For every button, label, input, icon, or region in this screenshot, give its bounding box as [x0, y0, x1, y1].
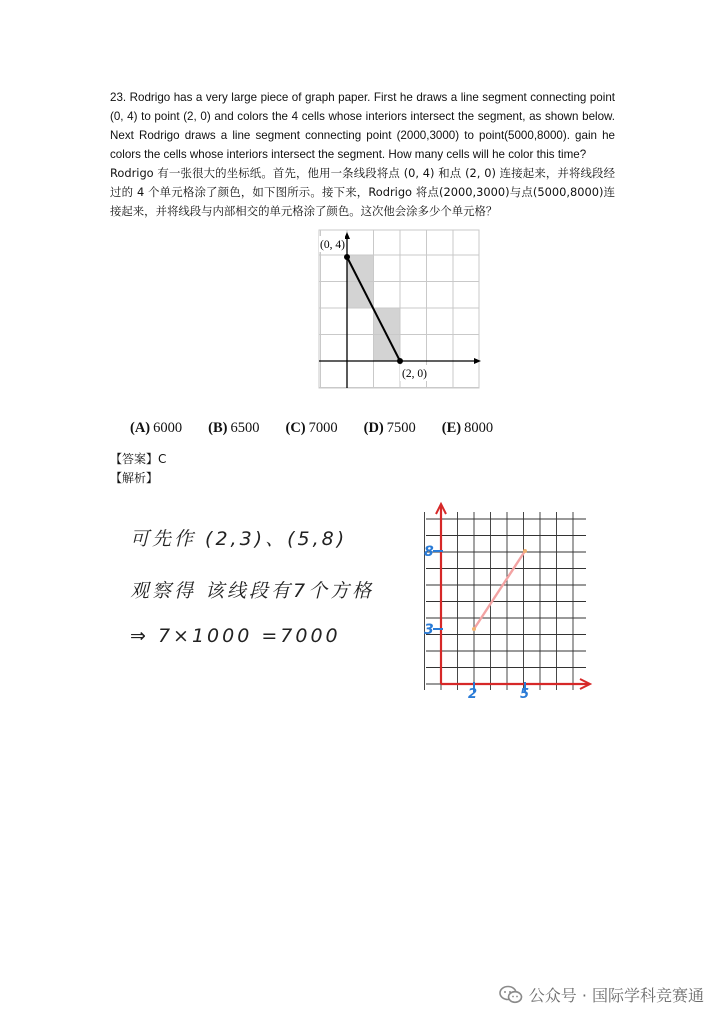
shaded-cell — [374, 335, 401, 362]
y-tick-label-8: 8 — [424, 544, 434, 560]
answer-label: 【答案】 — [110, 452, 159, 466]
end-point-label: (2, 0) — [402, 368, 427, 380]
choice-b: (B) 6500 — [208, 420, 260, 436]
answer-choices — [130, 420, 550, 437]
choice-c: (C) 7000 — [285, 420, 338, 436]
solution-line-1: 可先作 (2,3)、(5,8) — [130, 528, 348, 550]
point-2-3 — [472, 627, 476, 631]
answer-value: C — [158, 452, 167, 466]
wechat-icon — [499, 985, 523, 1005]
choice-e: (E) 8000 — [441, 420, 494, 436]
x-tick-label-5: 5 — [520, 687, 530, 698]
end-point — [397, 358, 403, 364]
start-point-label: (0, 4) — [320, 239, 345, 251]
handdrawn-graph — [410, 498, 595, 698]
problem-text-chinese: Rodrigo 有一张很大的坐标纸。首先，他用一条线段将点 (0, 4) 和点 (2, 0) 连接起来，并将线段经过的 4 个单元格涂了颜色，如下图所示。接下来，Rodrigo 将点(2000,3000)与点(5000,8000)连接起来，并将线段与内部相交的单元格涂了颜色。这次他会涂多少个单元格？ — [110, 166, 615, 218]
wechat-watermark — [499, 983, 704, 1006]
choice-d: (D) 7500 — [363, 420, 416, 436]
x-tick-label-2: 2 — [468, 687, 478, 698]
segment-2-3-to-5-8 — [474, 551, 525, 629]
y-tick-label-3: 3 — [424, 622, 434, 638]
graph-paper-figure — [316, 228, 482, 390]
problem-statement — [110, 88, 615, 221]
handwritten-solution — [110, 488, 615, 710]
point-5-8 — [523, 549, 527, 553]
start-point — [344, 254, 350, 260]
handdrawn-grid — [425, 512, 587, 690]
answer-line — [110, 450, 166, 467]
solution-line-2: 观察得 该线段有7个方格 — [130, 580, 375, 602]
choice-a: (A) 6000 — [130, 420, 183, 436]
problem-text-english: 23. Rodrigo has a very large piece of graph paper. First he draws a line segment connecting point (0, 4) to point (2, 0) and colors the 4 cells whose interiors intersect the segment, as shown below. Next Rodrigo draws a line segment connecting point (2000,3000) to point(5000,8000). gain he colors the cells whose interiors intersect the segment. How many cells will he color this time? — [110, 91, 615, 161]
analysis-label: 【解析】 — [110, 471, 159, 485]
solution-line-3: ⇒ 7×1000 =7000 — [130, 625, 341, 647]
shaded-cell — [347, 282, 374, 309]
watermark-text: 公众号 · 国际学科竞赛通 — [528, 986, 704, 1005]
shaded-cell — [374, 308, 401, 335]
shaded-cell — [347, 255, 374, 282]
